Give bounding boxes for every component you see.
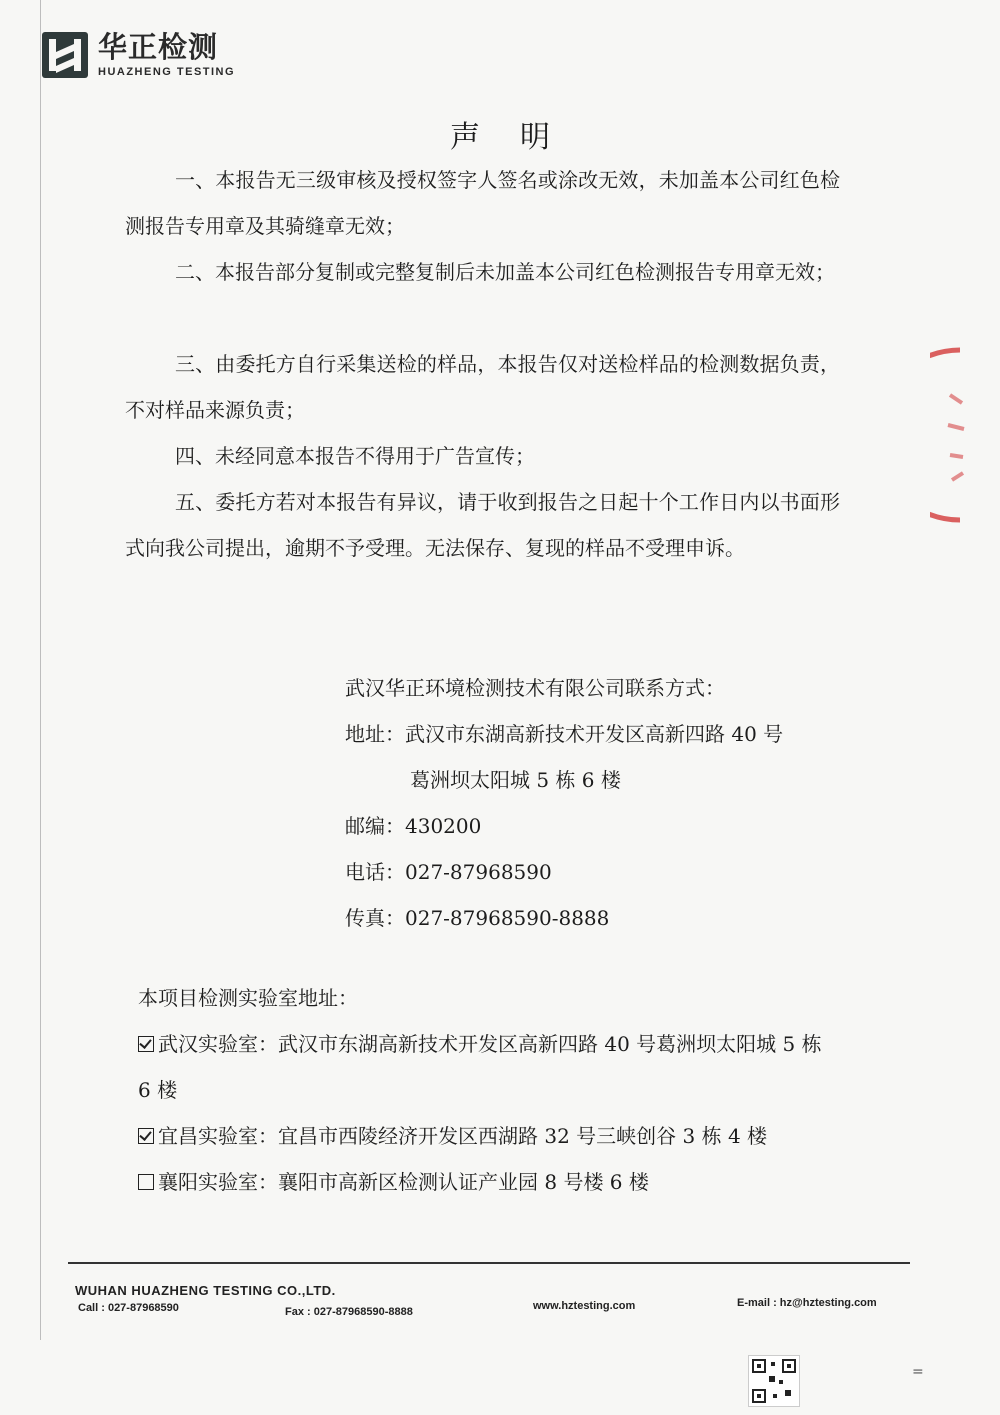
statement-3: 三、由委托方自行采集送检的样品，本报告仅对送检样品的检测数据负责，不对样品来源负责； <box>125 352 840 422</box>
footer-call: Call : 027-87968590 <box>78 1302 179 1314</box>
phone-label: 电话： <box>345 860 405 884</box>
yichang-checkbox <box>138 1128 154 1144</box>
postcode-row <box>345 803 783 849</box>
statement-1: 一、本报告无三级审核及授权签字人签名或涂改无效，未加盖本公司红色检测报告专用章及其骑缝章无效； <box>125 168 840 238</box>
footer-company: WUHAN HUAZHENG TESTING CO.,LTD. <box>75 1283 336 1298</box>
address-line-1: 武汉市东湖高新技术开发区高新四路 40 号 <box>405 722 784 746</box>
address-line-2: 葛洲坝太阳城 5 栋 6 楼 <box>410 768 621 792</box>
footer-fax: Fax : 027-87968590-8888 <box>285 1306 413 1318</box>
lab-address: 宜昌市西陵经济开发区西湖路 32 号三峡创谷 3 栋 4 楼 <box>278 1124 768 1148</box>
labs-heading: 本项目检测实验室地址： <box>138 986 358 1010</box>
statement-4: 四、未经同意本报告不得用于广告宣传； <box>175 444 535 468</box>
lab-address-block <box>138 975 838 1205</box>
company-logo <box>40 30 235 80</box>
lab-item-xiangyang <box>138 1159 838 1205</box>
footer-divider <box>68 1262 910 1264</box>
page-mark: = <box>912 1364 924 1380</box>
xiangyang-checkbox <box>138 1174 154 1190</box>
postcode-value: 430200 <box>405 814 482 838</box>
logo-chinese-name: 华正检测 <box>98 30 219 64</box>
lab-label: 宜昌实验室： <box>158 1124 278 1148</box>
postcode-label: 邮编： <box>345 814 405 838</box>
address-row <box>345 711 783 757</box>
lab-address: 武汉市东湖高新技术开发区高新四路 40 号葛洲坝太阳城 5 栋 6 楼 <box>138 1032 822 1102</box>
page-edge <box>40 0 41 1340</box>
lab-address: 襄阳市高新区检测认证产业园 8 号楼 6 楼 <box>278 1170 649 1194</box>
statement-2: 二、本报告部分复制或完整复制后未加盖本公司红色检测报告专用章无效； <box>175 260 835 284</box>
qr-code-icon <box>748 1355 800 1407</box>
fax-value: 027-87968590-8888 <box>405 906 610 930</box>
contact-heading: 武汉华正环境检测技术有限公司联系方式： <box>345 676 725 700</box>
contact-block <box>345 665 783 941</box>
lab-item-wuhan <box>138 1021 838 1113</box>
phone-value: 027-87968590 <box>405 860 552 884</box>
phone-row <box>345 849 783 895</box>
lab-label: 襄阳实验室： <box>158 1170 278 1194</box>
wuhan-checkbox <box>138 1036 154 1052</box>
fax-row <box>345 895 783 941</box>
lab-item-yichang <box>138 1113 838 1159</box>
footer-email: E-mail : hz@hztesting.com <box>737 1297 877 1309</box>
address-label: 地址： <box>345 722 405 746</box>
lab-label: 武汉实验室： <box>158 1032 278 1056</box>
logo-english-name: HUAZHENG TESTING <box>98 66 236 78</box>
red-seal-stamp <box>930 345 1000 525</box>
statement-5: 五、委托方若对本报告有异议，请于收到报告之日起十个工作日内以书面形式向我公司提出，逾期不予受理。无法保存、复现的样品不受理申诉。 <box>125 490 840 560</box>
page-title: 声明 <box>450 120 590 155</box>
logo-mark-icon <box>40 30 90 80</box>
footer-website: www.hztesting.com <box>533 1300 636 1312</box>
fax-label: 传真： <box>345 906 405 930</box>
